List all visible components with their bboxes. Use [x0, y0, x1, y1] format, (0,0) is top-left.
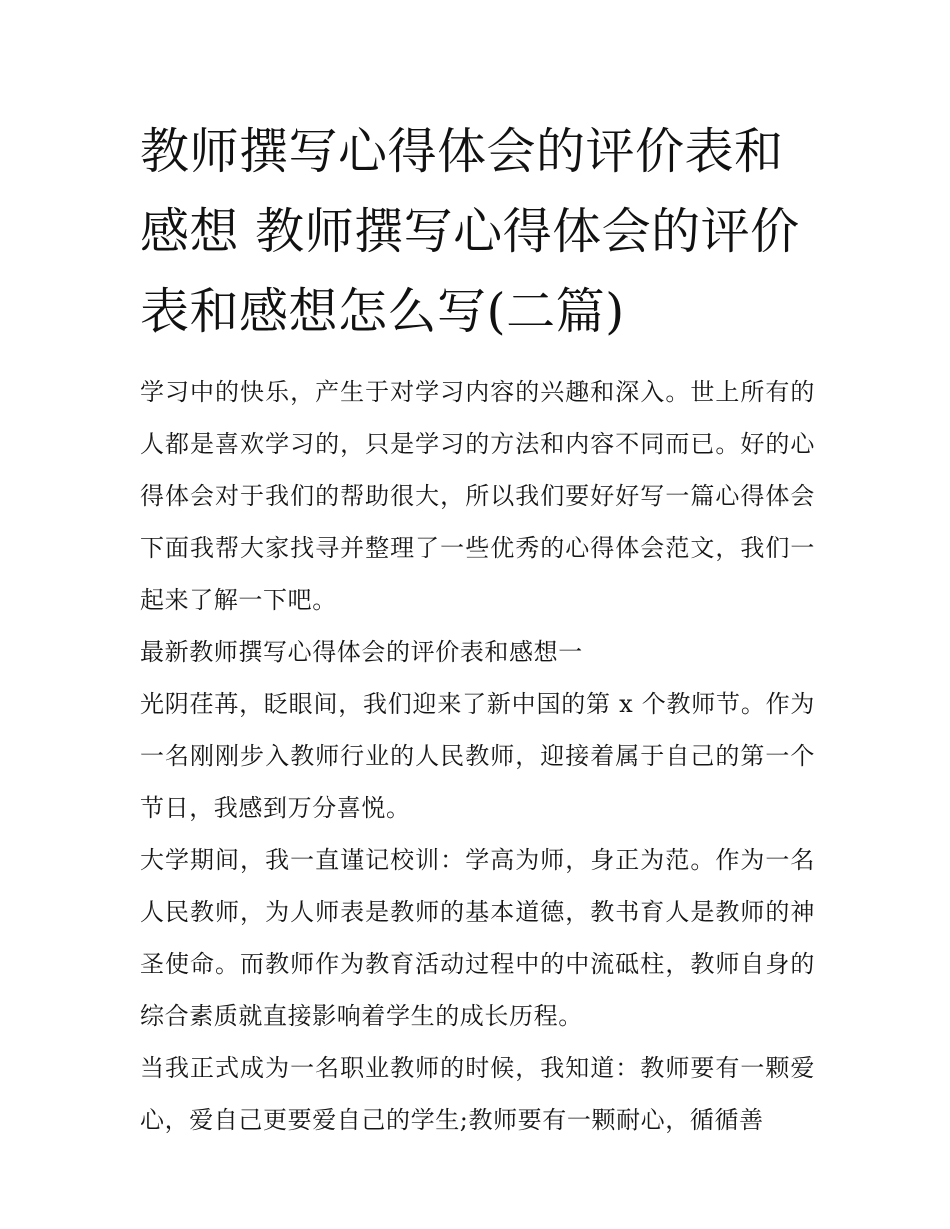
document-title: 教师撰写心得体会的评价表和感想 教师撰写心得体会的评价表和感想怎么写(二篇) [140, 123, 800, 340]
section-heading: 最新教师撰写心得体会的评价表和感想一 [140, 638, 583, 666]
document-body [140, 366, 815, 1146]
document-page [140, 112, 815, 1146]
intro-paragraph: 学习中的快乐，产生于对学习内容的兴趣和深入。世上所有的人都是喜欢学习的，只是学习的方法和内容不同而已。好的心得体会对于我们的帮助很大，所以我们要好好写一篇心得体会下面我帮大家找寻并整理了一些优秀的心得体会范文，我们一起来了解一下吧。 [140, 378, 815, 614]
paragraph: 大学期间，我一直谨记校训：学高为师，身正为范。作为一名人民教师，为人师表是教师的基本道德，教书育人是教师的神圣使命。而教师作为教育活动过程中的中流砥柱，教师自身的综合素质就直接影响着学生的成长历程。 [140, 846, 815, 1030]
paragraph: 光阴荏苒，眨眼间，我们迎来了新中国的第 x 个教师节。作为一名刚刚步入教师行业的人民教师，迎接着属于自己的第一个节日，我感到万分喜悦。 [140, 690, 815, 822]
paragraph: 当我正式成为一名职业教师的时候，我知道：教师要有一颗爱心，爱自己更要爱自己的学生;教师要有一颗耐心，循循善 [140, 1054, 815, 1134]
